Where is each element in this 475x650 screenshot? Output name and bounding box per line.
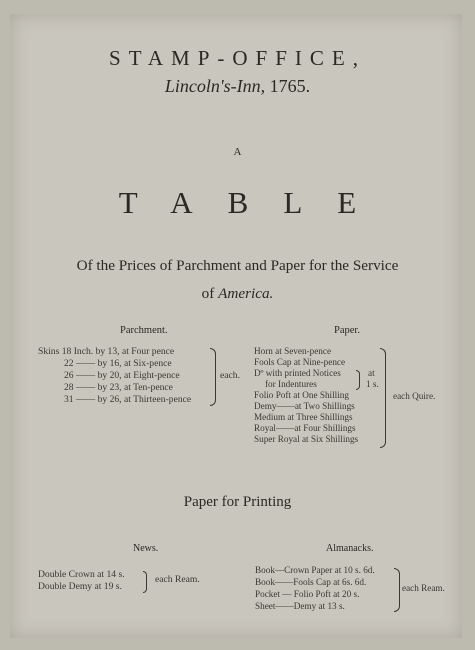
almanack-row: Sheet——Demy at 13 s. (255, 601, 345, 611)
paper-row: Dº with printed Notices (254, 368, 341, 378)
paper-row: for Indentures (265, 379, 317, 389)
paper-row: Demy——at Two Shillings (254, 401, 355, 411)
paper-row: Horn at Seven-pence (254, 346, 332, 356)
parchment-row: 22 —— by 16, at Six-pence (64, 358, 172, 369)
news-brace (143, 571, 147, 593)
paper-note: each Quire. (393, 391, 436, 401)
indentures-price: 1 s. (366, 379, 379, 389)
subtitle-america: America. (218, 285, 274, 302)
document-page (10, 14, 462, 638)
almanack-row: Book——Fools Cap at 6s. 6d. (255, 577, 367, 587)
paper-row: Fools Cap at Nine-pence (254, 357, 346, 367)
parchment-note: each. (220, 370, 240, 381)
almanacks-heading: Almanacks. (326, 543, 374, 554)
table-heading: TABLE (118, 185, 392, 220)
news-row: Double Crown at 14 s. (38, 569, 125, 580)
paper-brace (380, 348, 386, 448)
subtitle-of: of (201, 285, 215, 302)
news-note: each Ream. (155, 574, 200, 585)
place-name: Lincoln's-Inn, (164, 76, 266, 96)
parchment-brace (210, 348, 216, 406)
paper-row: Royal——at Four Shillings (254, 423, 356, 433)
paper-row: Folio Poft at One Shilling (254, 390, 349, 400)
parchment-row: Skins 18 Inch. by 13, at Four pence (38, 346, 175, 357)
year: 1765. (269, 76, 311, 96)
indentures-brace (356, 370, 360, 390)
article-a: A (233, 146, 242, 158)
paper-row: Medium at Three Shillings (254, 412, 353, 422)
parchment-row: 28 —— by 23, at Ten-pence (64, 382, 173, 393)
subtitle-line-2 (0, 285, 475, 303)
almanacks-note: each Ream. (402, 583, 445, 593)
paper-heading: Paper. (334, 325, 360, 336)
indentures-at: at (368, 368, 375, 378)
printing-heading: Paper for Printing (183, 494, 292, 510)
subtitle-line-1: Of the Prices of Parchment and Paper for the Service (76, 257, 399, 274)
parchment-row: 26 —— by 20, at Eight-pence (64, 370, 180, 381)
news-heading: News. (133, 543, 159, 554)
place-date-line (0, 76, 475, 97)
almanacks-brace (394, 568, 400, 612)
news-row: Double Demy at 19 s. (38, 581, 122, 592)
parchment-heading: Parchment. (120, 325, 168, 336)
paper-row: Super Royal at Six Shillings (254, 434, 359, 444)
almanack-row: Book—Crown Paper at 10 s. 6d. (255, 565, 375, 575)
office-title: STAMP-OFFICE, (109, 46, 366, 70)
almanack-row: Pocket — Folio Poft at 20 s. (255, 589, 360, 599)
parchment-row: 31 —— by 26, at Thirteen-pence (64, 394, 192, 405)
